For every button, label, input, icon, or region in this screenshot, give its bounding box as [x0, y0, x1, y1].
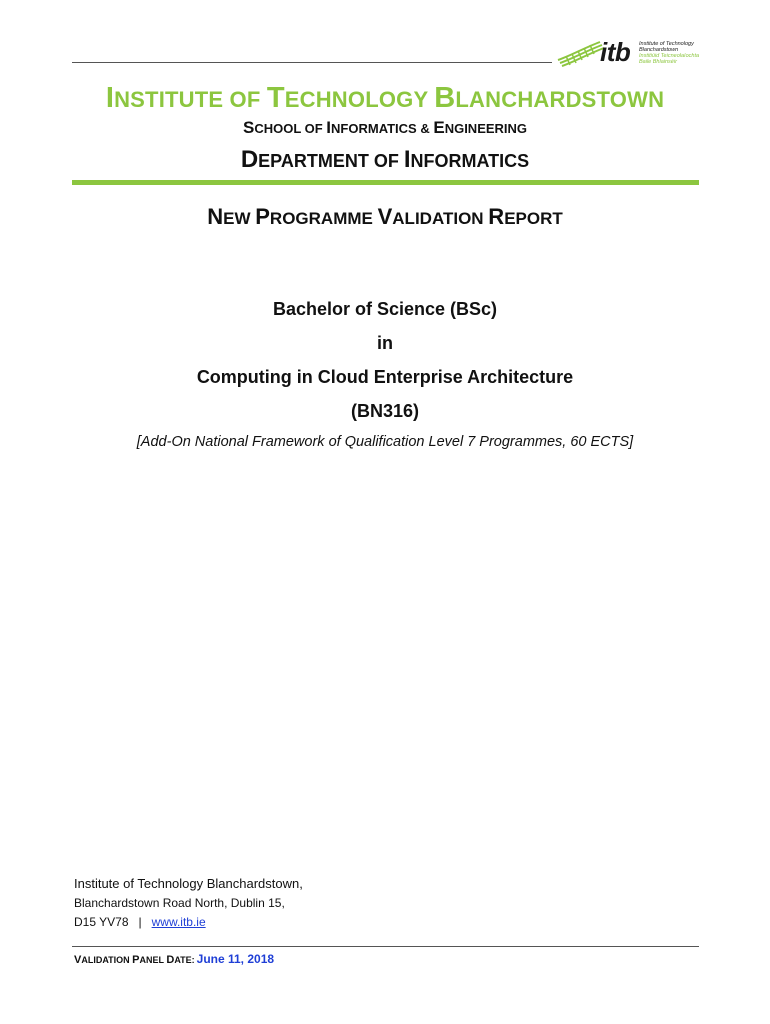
- postcode: D15 YV78 |: [74, 915, 152, 929]
- validation-panel-date: VALIDATION PANEL DATE: June 11, 2018: [74, 952, 275, 966]
- logo-line-1: Institute of Technology: [639, 41, 694, 47]
- institute-title: INSTITUTE OF TECHNOLOGY BLANCHARDSTOWN: [105, 82, 665, 114]
- green-divider: [72, 180, 699, 185]
- swoosh-icon: [556, 38, 606, 68]
- address-line-2: Blanchardstown Road North, Dublin 15,: [74, 896, 285, 910]
- programme-code: (BN316): [350, 401, 420, 421]
- footer-rule: [72, 946, 699, 947]
- logo-text: [639, 41, 699, 65]
- programme-connector: in: [377, 333, 393, 353]
- report-title: NEW PROGRAMME VALIDATION REPORT: [207, 204, 563, 229]
- logo-line-4: Baile Bhlainséir: [639, 59, 677, 65]
- header-rule: [72, 62, 552, 63]
- programme-title: Computing in Cloud Enterprise Architecture: [196, 367, 574, 387]
- programme-note: [Add-On National Framework of Qualification Level 7 Programmes, 60 ECTS]: [136, 434, 634, 450]
- logo-mark: itb: [600, 37, 631, 67]
- logo-line-2: Blanchardstown: [639, 47, 679, 53]
- school-title: SCHOOL OF INFORMATICS & ENGINEERING: [242, 118, 528, 137]
- itb-logo: [556, 38, 702, 68]
- programme-award: Bachelor of Science (BSc): [272, 299, 498, 319]
- address-line-1: Institute of Technology Blanchardstown,: [74, 876, 303, 891]
- address-line-3: [74, 915, 206, 929]
- panel-date-value: June 11, 2018: [196, 952, 275, 966]
- logo-line-3: Institiúid Teicneolaíochta: [639, 53, 700, 59]
- website-link[interactable]: www.itb.ie: [151, 915, 206, 929]
- department-title: DEPARTMENT OF INFORMATICS: [240, 146, 530, 173]
